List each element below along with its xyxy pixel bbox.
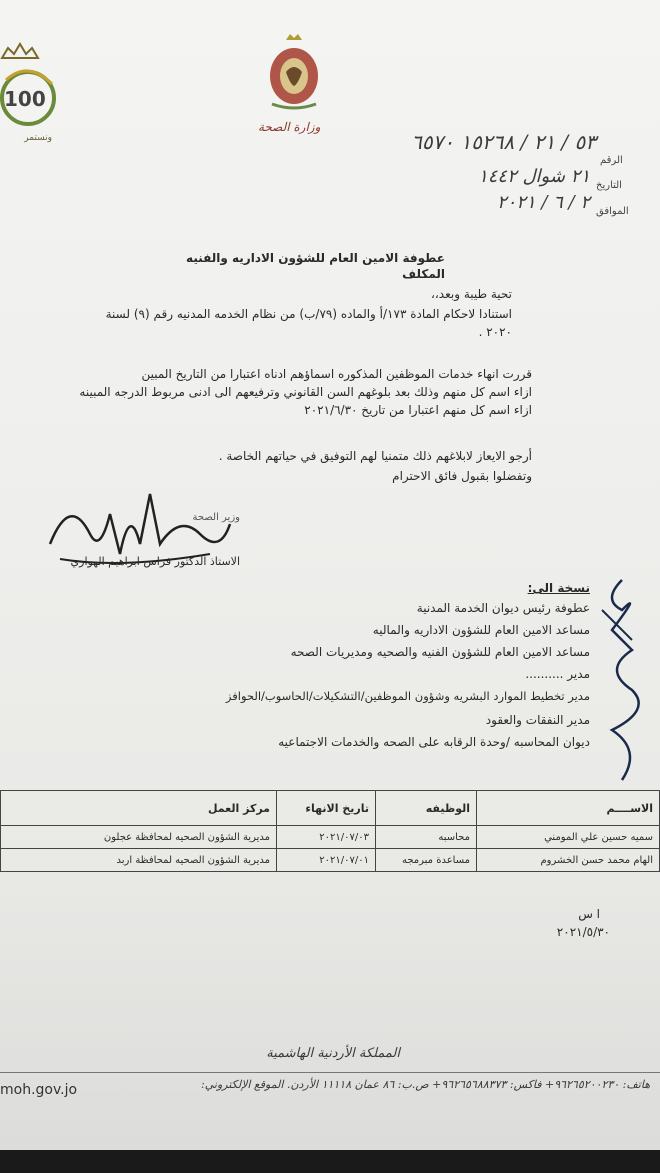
body-p1-line1: استنادا لاحكام المادة ١٧٣/أ والماده (٧٩/ب) من نظام الخدمه المدنيه رقم (٩) لسنة — [105, 307, 512, 321]
body-p1-line2: ٢٠٢٠ . — [478, 325, 512, 339]
col-end-date-header: تاريخ الانهاء — [277, 791, 376, 826]
body-p2-line3: ازاء اسم كل منهم اعتبارا من تاريخ ٢٠٢١/٦/٣٠ — [304, 403, 532, 417]
copies-heading: نسخة الى: — [527, 581, 590, 595]
corresponding-value: ٢ / ٦ / ٢٠٢١ — [496, 192, 590, 213]
margin-signature — [592, 570, 660, 790]
date-value: ٢١ شوال ١٤٤٢ — [478, 166, 590, 187]
table-header-row — [1, 791, 660, 826]
cell-name: الهام محمد حسن الخشروم — [477, 849, 660, 872]
copies-item: مدير تخطيط الموارد البشريه وشؤون الموظفين/التشكيلات/الحاسوب/الحوافز — [225, 689, 590, 703]
initials-date: ٢٠٢١/٥/٣٠ — [556, 925, 610, 939]
cell-job: مساعدة مبرمجه — [376, 849, 477, 872]
cell-workplace: مديرية الشؤون الصحيه لمحافظة عجلون — [1, 826, 277, 849]
copies-item: مدير .......... — [525, 667, 590, 681]
col-job-header: الوظيفه — [376, 791, 477, 826]
col-name-header: الاســــم — [477, 791, 660, 826]
recipient-line: عطوفة الامين العام للشؤون الاداريه والفنيه المكلف — [186, 251, 445, 281]
cell-job: محاسبه — [376, 826, 477, 849]
ref-label: الرقم — [600, 155, 623, 166]
initials: ا س — [578, 907, 600, 921]
signatory-name: الاستاذ الدكتور فراس ابراهيم الهواري — [70, 555, 240, 568]
date-label: التاريخ — [596, 180, 622, 191]
ref-value: ٥٣ / ٢١ / ١٥٢٦٨ ٦٥٧٠ — [411, 130, 596, 154]
greeting: تحية طيبة وبعد،، — [431, 287, 512, 301]
employees-table — [0, 790, 660, 872]
cell-name: سميه حسين علي المومني — [477, 826, 660, 849]
table-row — [1, 849, 660, 872]
copies-item: مساعد الامين العام للشؤون الاداريه والماليه — [372, 623, 590, 637]
ministry-name: وزارة الصحة — [258, 120, 321, 134]
copies-item: عطوفة رئيس ديوان الخدمة المدنية — [416, 601, 590, 615]
footer-contact: هاتف: ٩٦٢٦٥٢٠٠٢٣٠+ فاكس: ٩٦٢٦٥٦٨٨٣٧٣+ ص.ب: ٨٦ عمان ١١١١٨ الأردن. الموقع الإلكتروني: — [201, 1078, 650, 1091]
body-p3-line2: وتفضلوا بقبول فائق الاحترام — [392, 469, 532, 483]
footer-divider — [0, 1072, 660, 1073]
centennial-logo — [0, 40, 60, 150]
copies-item: مساعد الامين العام للشؤون الفنيه والصحيه ومديريات الصحه — [290, 645, 590, 659]
copies-item: ديوان المحاسبه /وحدة الرقابه على الصحه والخدمات الاجتماعيه — [278, 735, 590, 749]
body-p3-line1: أرجو الايعاز لابلاغهم ذلك متمنيا لهم التوفيق في حياتهم الخاصة . — [218, 449, 532, 463]
logo-caption: ونستمر — [24, 133, 52, 143]
cell-workplace: مديرية الشؤون الصحيه لمحافظة اربد — [1, 849, 277, 872]
table-row — [1, 826, 660, 849]
footer-kingdom: المملكة الأردنية الهاشمية — [266, 1046, 400, 1061]
logo-number: 100 — [4, 87, 46, 111]
body-p2-line1: قررت انهاء خدمات الموظفين المذكوره اسماؤهم ادناه اعتبارا من التاريخ المبين — [141, 367, 532, 381]
body-p2-line2: ازاء اسم كل منهم وذلك بعد بلوغهم السن القانوني وترفيعهم الى ادنى مربوط الدرجه المبينه — [79, 385, 532, 399]
col-workplace-header: مركز العمل — [1, 791, 277, 826]
jordan-crest-icon — [264, 32, 324, 112]
corresponding-label: الموافق — [596, 206, 629, 217]
signatory-title: وزير الصحة — [192, 512, 240, 523]
copies-item: مدير النفقات والعقود — [485, 713, 590, 727]
cell-end-date: ٢٠٢١/٠٧/٠١ — [277, 849, 376, 872]
cell-end-date: ٢٠٢١/٠٧/٠٣ — [277, 826, 376, 849]
footer-website-link[interactable]: moh.gov.jo — [0, 1082, 78, 1098]
